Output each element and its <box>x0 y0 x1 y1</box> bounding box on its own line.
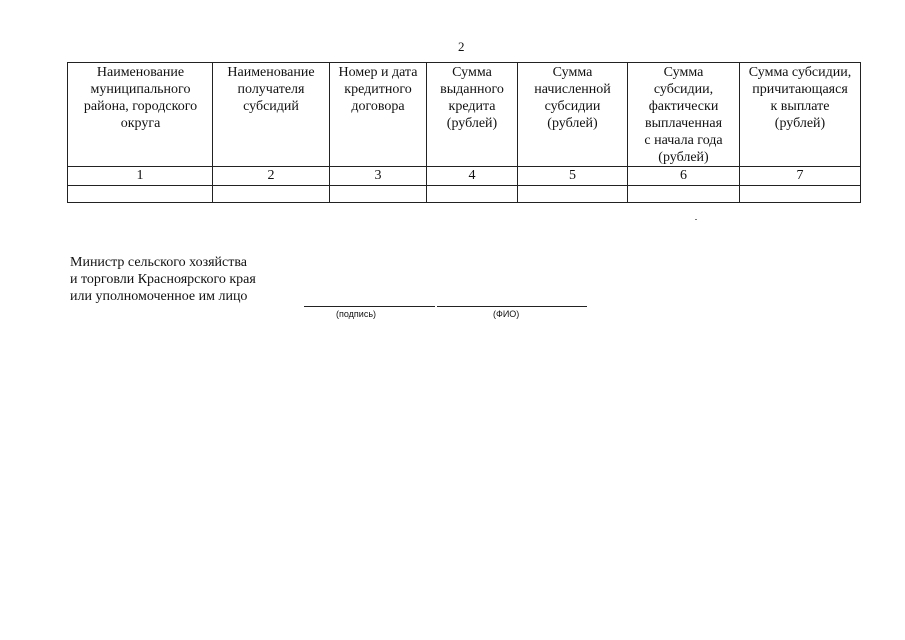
header-text-line: Наименование <box>96 65 185 80</box>
header-text-line: кредита <box>448 99 496 114</box>
header-cell-recipient-name <box>213 64 329 115</box>
header-cell-municipal-district <box>69 64 212 132</box>
header-text-line: кредитного <box>344 82 412 97</box>
table-bottom-border <box>67 202 861 203</box>
scan-speck <box>695 219 697 220</box>
header-cell-accrued-subsidy <box>518 64 627 132</box>
header-text-line: Номер и дата <box>338 65 418 80</box>
header-cell-credit-amount <box>427 64 517 132</box>
header-text-line: субсидий <box>243 99 299 114</box>
header-text-line: получателя <box>237 82 305 97</box>
header-text-line: Сумма <box>552 65 593 80</box>
header-text-line: Сумма <box>452 65 492 80</box>
header-text-line: выплаченная <box>644 116 723 131</box>
header-text-line: (рублей) <box>658 150 709 165</box>
header-text-line: начисленной <box>534 82 611 97</box>
header-cell-paid-subsidy <box>628 64 739 166</box>
table-right-border <box>860 62 861 203</box>
header-text-line: фактически <box>648 99 719 114</box>
header-text-line: (рублей) <box>774 116 826 131</box>
header-text-line: округа <box>120 116 161 131</box>
signatory-title-line: или уполномоченное им лицо <box>70 289 248 304</box>
column-number-3: 3 <box>374 168 382 183</box>
subsidy-table <box>67 62 861 205</box>
header-text-line: Сумма субсидии, <box>748 65 852 80</box>
header-text-line: договора <box>351 99 405 114</box>
column-number-1: 1 <box>136 168 144 183</box>
table-numbers-bottom-border <box>67 185 861 186</box>
signatory-block <box>70 254 256 305</box>
column-number-5: 5 <box>569 168 576 183</box>
column-number-6: 6 <box>680 168 687 183</box>
name-caption: (ФИО) <box>493 309 520 319</box>
header-text-line: причитающаяся <box>752 82 848 97</box>
header-text-line: субсидии <box>544 99 601 114</box>
header-text-line: с начала года <box>644 133 723 148</box>
column-number-2: 2 <box>267 168 275 183</box>
page-number: 2 <box>458 39 465 54</box>
header-text-line: Наименование <box>227 65 315 80</box>
name-line <box>437 306 587 307</box>
table-top-border <box>67 62 861 63</box>
header-text-line: выданного <box>440 82 504 97</box>
column-number-4: 4 <box>468 168 476 183</box>
signatory-title-line: Министр сельского хозяйства <box>70 255 247 270</box>
column-number-7: 7 <box>796 168 804 183</box>
header-cell-credit-agreement <box>330 64 426 115</box>
header-text-line: (рублей) <box>547 116 598 131</box>
header-text-line: района, городского <box>83 99 198 114</box>
header-text-line: (рублей) <box>446 116 498 131</box>
table-header-bottom-border <box>67 166 861 167</box>
signature-caption: (подпись) <box>336 309 377 319</box>
header-text-line: субсидии, <box>653 82 714 97</box>
header-cell-subsidy-due <box>740 64 860 132</box>
signatory-title-line: и торговли Красноярского края <box>70 272 256 287</box>
header-text-line: к выплате <box>770 99 830 114</box>
header-text-line: Сумма <box>663 65 704 80</box>
header-text-line: муниципального <box>90 82 191 97</box>
signature-line <box>304 306 435 307</box>
